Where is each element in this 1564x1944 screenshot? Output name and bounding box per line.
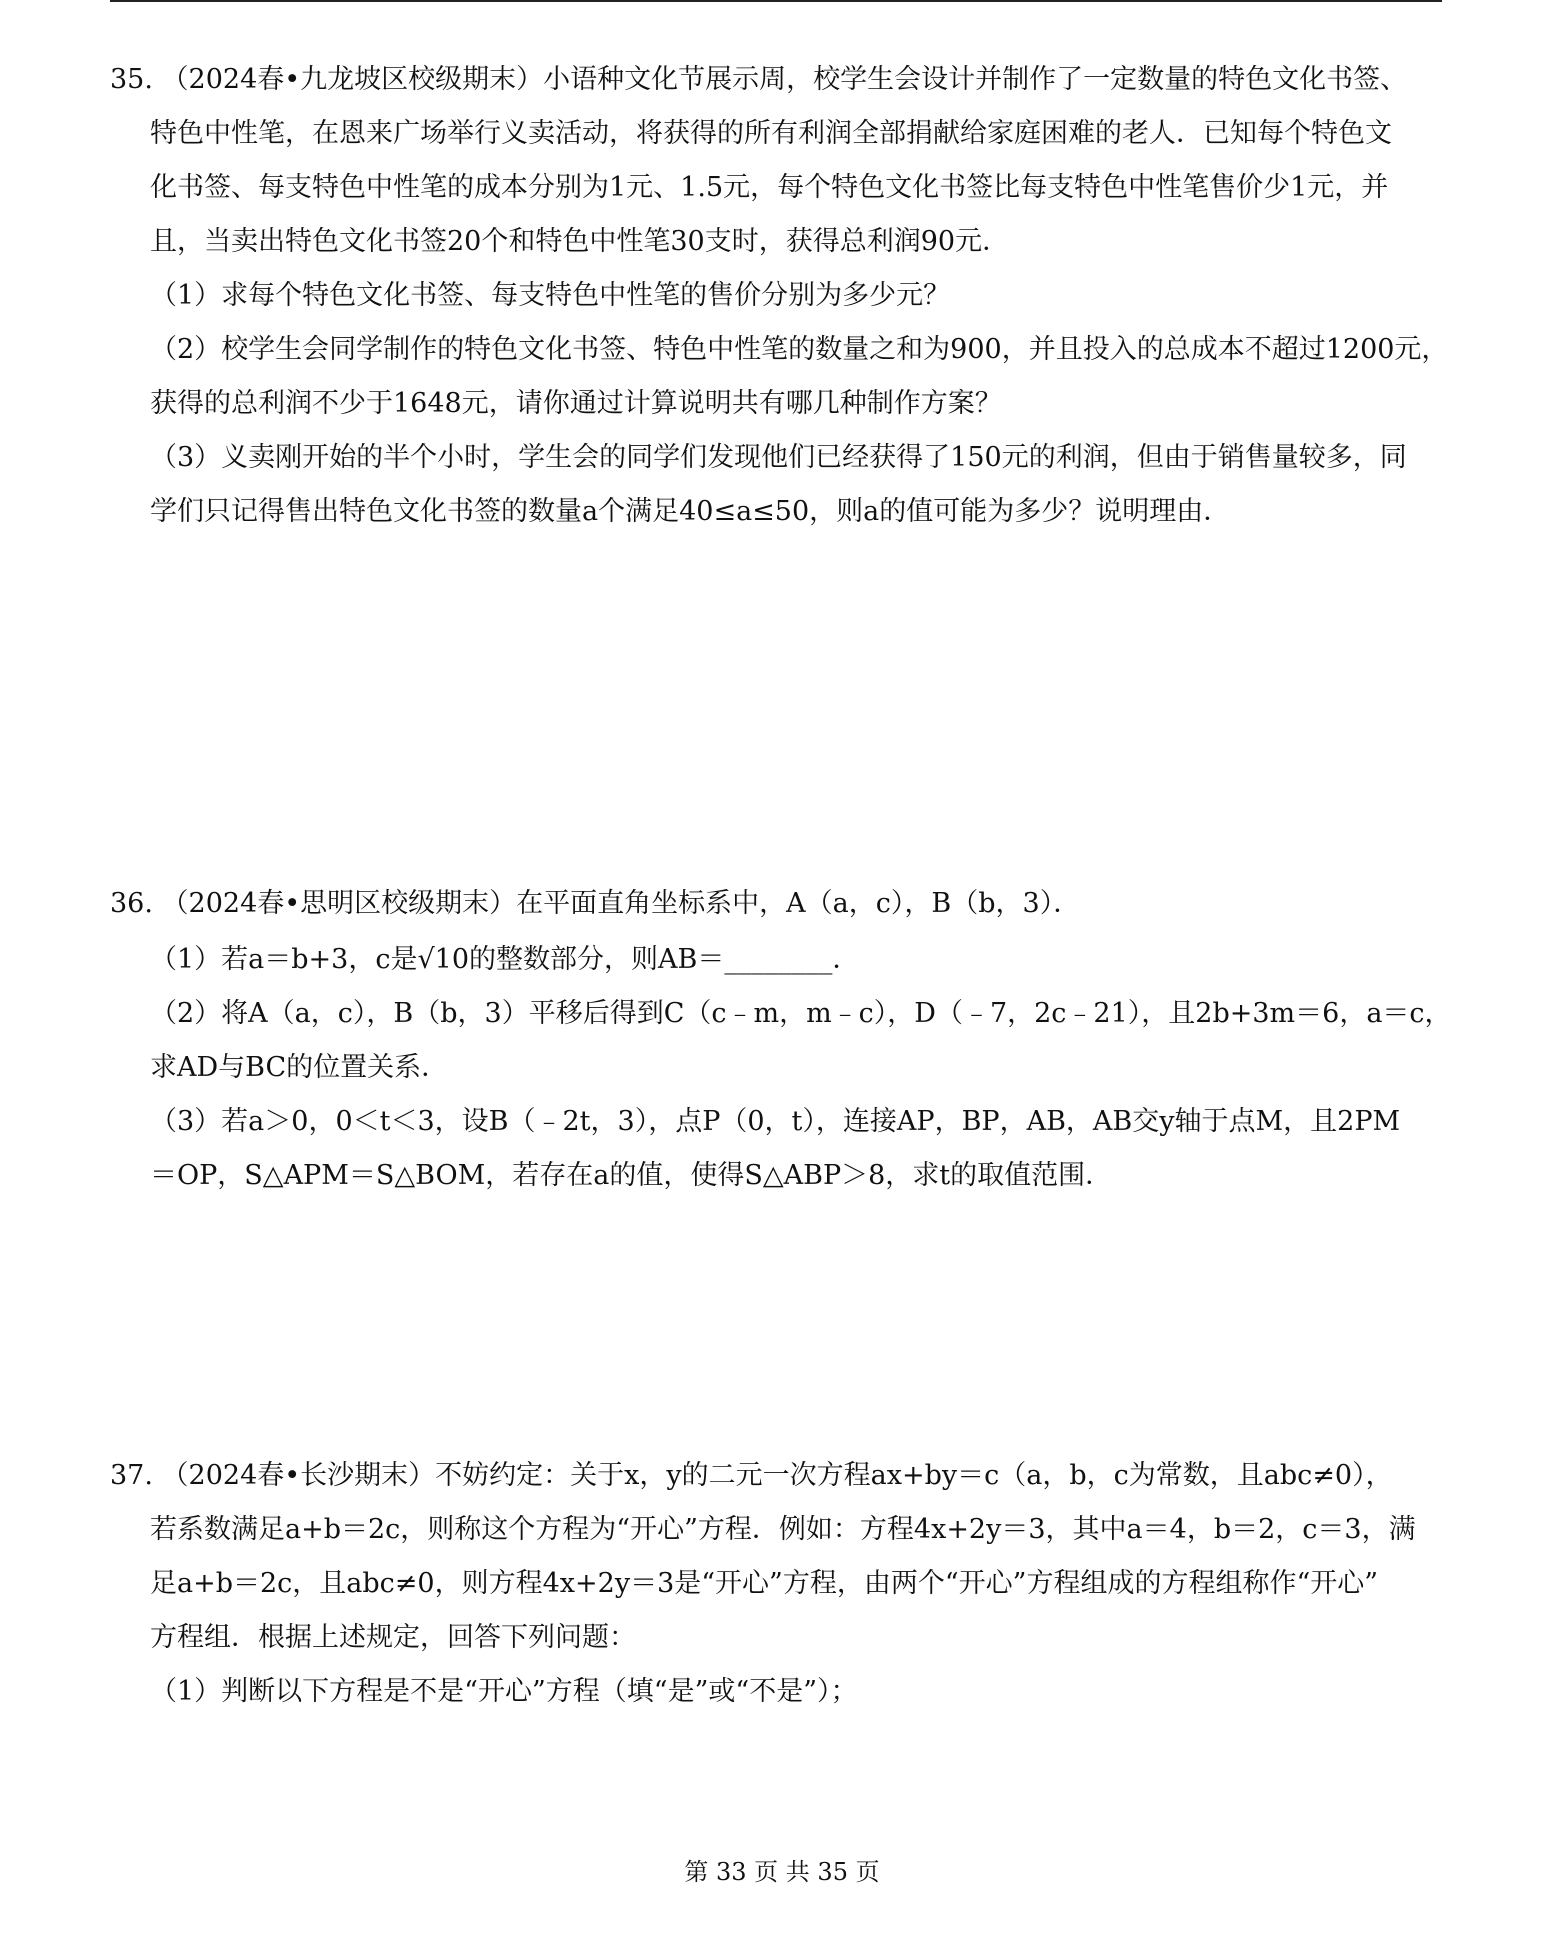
problem-37-line-3: 足a+b＝2c，且abc≠0，则方程4x+2y＝3是“开心”方程，由两个“开心”方程组成的方程组称作“开心” <box>150 1568 1379 1599</box>
problem-36-line-1: 36. （2024春•思明区校级期末）在平面直角坐标系中，A（a，c），B（b，3）． <box>110 888 1081 919</box>
problem-36-part-2-cont: 求AD与BC的位置关系． <box>150 1052 449 1083</box>
problem-35-line-4: 且，当卖出特色文化书签20个和特色中性笔30支时，获得总利润90元． <box>150 226 1010 257</box>
problem-37-part-1: （1）判断以下方程是不是“开心”方程（填“是”或“不是”）； <box>150 1676 858 1707</box>
problem-number: 37. <box>110 1460 153 1491</box>
page-footer: 第 33 页 共 35 页 <box>684 1858 880 1886</box>
problem-36-part-2: （2）将A（a，c），B（b，3）平移后得到C（c﹣m，m﹣c），D（﹣7，2c﹣21），且2b+3m＝6，a＝c， <box>150 998 1452 1029</box>
problem-35-part-3-cont: 学们只记得售出特色文化书签的数量a个满足40≤a≤50，则a的值可能为多少？说明理由． <box>150 496 1231 527</box>
problem-36-part-1: （1）若a＝b+3，c是√10的整数部分，则AB＝________． <box>150 944 860 975</box>
problem-number: 36. <box>110 888 153 919</box>
problem-37-line-1: 37. （2024春•长沙期末）不妨约定：关于x，y的二元一次方程ax+by＝c（a，b，c为常数，且abc≠0）， <box>110 1460 1393 1491</box>
problem-35-line-2: 特色中性笔，在恩来广场举行义卖活动，将获得的所有利润全部捐献给家庭困难的老人．已知每个特色文 <box>150 118 1392 149</box>
problem-35-line-1: 35. （2024春•九龙坡区校级期末）小语种文化节展示周，校学生会设计并制作了一定数量的特色文化书签、 <box>110 64 1408 95</box>
problem-number: 35. <box>110 64 153 95</box>
problem-35-part-2-cont: 获得的总利润不少于1648元，请你通过计算说明共有哪几种制作方案？ <box>150 388 1002 419</box>
problem-36-part-3: （3）若a＞0，0＜t＜3，设B（﹣2t，3），点P（0，t），连接AP，BP，AB，AB交y轴于点M，且2PM <box>150 1106 1401 1137</box>
problem-35-part-3: （3）义卖刚开始的半个小时，学生会的同学们发现他们已经获得了150元的利润，但由于销售量较多，同 <box>150 442 1407 473</box>
problem-35-line-3: 化书签、每支特色中性笔的成本分别为1元、1.5元，每个特色文化书签比每支特色中性笔售价少1元，并 <box>150 172 1389 203</box>
problem-36-part-3-cont: ＝OP，S△APM＝S△BOM，若存在a的值，使得S△ABP＞8，求t的取值范围． <box>150 1160 1113 1191</box>
problem-37-line-4: 方程组．根据上述规定，回答下列问题： <box>150 1622 636 1653</box>
problem-37-line-2: 若系数满足a+b＝2c，则称这个方程为“开心”方程．例如：方程4x+2y＝3，其中a＝4，b＝2，c＝3，满 <box>150 1514 1416 1545</box>
top-rule <box>110 0 1442 2</box>
problem-35-part-2: （2）校学生会同学制作的特色文化书签、特色中性笔的数量之和为900，并且投入的总成本不超过1200元， <box>150 334 1449 365</box>
problem-35-part-1: （1）求每个特色文化书签、每支特色中性笔的售价分别为多少元？ <box>150 280 951 311</box>
